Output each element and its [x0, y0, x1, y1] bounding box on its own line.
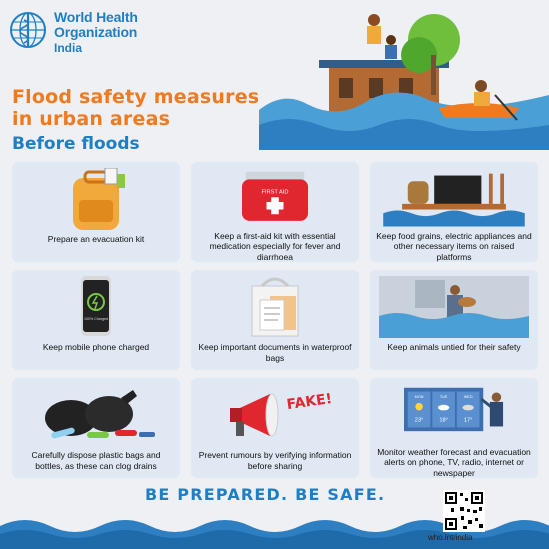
weather-forecast-icon	[379, 384, 529, 443]
card-caption: Keep food grains, electric appliances and other necessary items on raised platforms	[376, 230, 532, 262]
org-url: who.int/india	[428, 533, 473, 542]
qr-code	[443, 490, 485, 532]
forecast-temp: 17°	[463, 417, 473, 424]
org-name-line1: World Health	[54, 9, 138, 25]
card-weather	[370, 378, 538, 478]
card-caption: Prevent rumours by verifying information before sharing	[198, 450, 352, 471]
card-plastic	[12, 378, 180, 478]
main-title	[12, 86, 259, 130]
card-evacuation-kit	[12, 162, 180, 262]
card-caption: Keep important documents in waterproof bags	[198, 342, 352, 363]
forecast-temp: 23°	[414, 417, 424, 424]
card-first-aid	[191, 162, 359, 262]
card-caption: Keep mobile phone charged	[42, 342, 150, 352]
who-logo	[8, 10, 138, 55]
megaphone-fake-icon	[200, 384, 350, 446]
card-caption: Keep a first-aid kit with essential medication especially for fever and diarrhoea	[209, 230, 341, 262]
org-region: India	[54, 41, 83, 55]
card-caption: Prepare an evacuation kit	[47, 234, 145, 244]
document-bag-icon	[200, 276, 350, 338]
title-line2: in urban areas	[12, 108, 171, 130]
fake-label: FAKE!	[285, 390, 334, 414]
card-caption: Keep animals untied for their safety	[387, 342, 521, 352]
card-caption: Monitor weather forecast and evacuation alerts on phone, TV, radio, internet or newspaper	[377, 446, 531, 478]
slogan: BE PREPARED. BE SAFE.	[145, 485, 386, 504]
forecast-day: TUE	[439, 395, 448, 400]
raised-platform-icon	[379, 168, 529, 227]
card-documents	[191, 270, 359, 370]
card-rumours	[191, 378, 359, 478]
kit-label: FIRST AID	[261, 189, 289, 196]
card-caption: Carefully dispose plastic bags and bottles, as these can clog drains	[31, 450, 161, 471]
card-raised-platform	[370, 162, 538, 262]
measures-grid	[12, 162, 538, 478]
forecast-day: WED	[463, 395, 473, 400]
card-animals	[370, 270, 538, 370]
plastic-waste-icon	[21, 384, 171, 446]
first-aid-kit-icon	[200, 168, 350, 227]
charging-phone-icon	[21, 276, 171, 338]
org-name-line2: Organization	[54, 24, 138, 40]
forecast-temp: 18°	[439, 417, 448, 424]
animal-rescue-icon	[379, 276, 529, 338]
who-emblem-icon	[8, 10, 48, 50]
phone-charge-text: 100% Charged	[84, 317, 108, 321]
backpack-icon	[21, 168, 171, 230]
card-phone	[12, 270, 180, 370]
forecast-day: MON	[414, 395, 424, 400]
flood-scene-illustration	[259, 0, 549, 150]
section-subtitle: Before floods	[12, 134, 140, 154]
title-line1: Flood safety measures	[12, 86, 260, 108]
